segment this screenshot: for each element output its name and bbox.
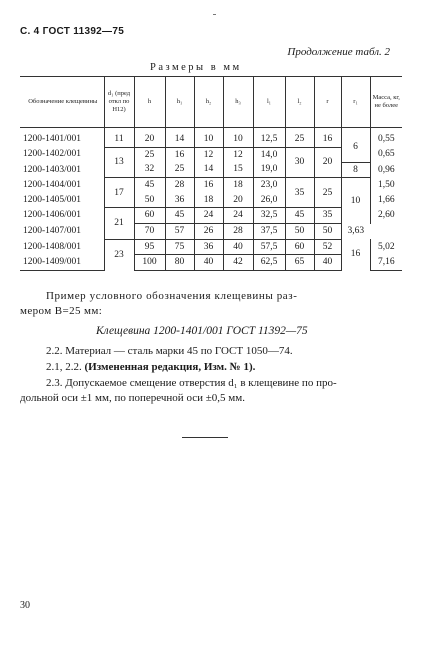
cell-l2: 50 xyxy=(285,224,314,240)
cell-h2: 10 xyxy=(194,128,223,148)
col-header-designation: Обозначение клещевины xyxy=(20,77,104,128)
paragraph-2-1-prefix: 2.1, 2.2. xyxy=(46,361,85,373)
cell-mass: 3,63 xyxy=(341,224,370,240)
cell-l1: 19,0 xyxy=(253,162,285,178)
cell-designation: 1200-1405/001 xyxy=(23,195,82,206)
cell-h1: 28 xyxy=(165,178,194,193)
cell-h3: 42 xyxy=(223,255,253,271)
cell-h1: 16 xyxy=(165,147,194,162)
cell-h2: 14 xyxy=(194,162,223,178)
cell-d1: 17 xyxy=(104,178,134,208)
col-header-mass: Масса, кг, не более xyxy=(370,77,402,128)
cell-l2: 25 xyxy=(285,128,314,148)
paragraph-2-3-line2: дольной оси ±1 мм, по поперечной оси ±0,5 мм. xyxy=(20,392,245,404)
cell-l1: 26,0 xyxy=(253,193,285,208)
paragraph-2-3-line1: 2.3. Допускаемое смещение отверстия d₁ в клещевине по про- xyxy=(46,377,337,389)
col-header-h: h xyxy=(134,77,165,128)
cell-h: 95 xyxy=(134,239,165,255)
cell-d1: 11 xyxy=(104,128,134,148)
cell-l2: 60 xyxy=(285,239,314,255)
page-header: С. 4 ГОСТ 11392—75 xyxy=(20,26,125,37)
cell-h2: 36 xyxy=(194,239,223,255)
table-row xyxy=(20,128,402,148)
cell-h1: 14 xyxy=(165,128,194,148)
cell-h3: 18 xyxy=(223,178,253,193)
example-intro-line1: Пример условного обозначения клещевины раз- xyxy=(46,290,298,302)
table-header-row xyxy=(20,77,402,128)
cell-h3: 10 xyxy=(223,128,253,148)
cell-l1: 32,5 xyxy=(253,208,285,224)
sizes-unit-label: Размеры в мм xyxy=(150,62,242,73)
cell-h3: 20 xyxy=(223,193,253,208)
cell-l2: 35 xyxy=(285,178,314,208)
cell-h1: 25 xyxy=(165,162,194,178)
cell-r: 16 xyxy=(314,128,341,148)
cell-d1: 23 xyxy=(104,239,134,270)
cell-mass: 1,50 xyxy=(370,178,402,193)
table-row xyxy=(20,239,402,255)
col-header-h3: h₃ xyxy=(223,77,253,128)
cell-r: 52 xyxy=(314,239,341,255)
cell-designation: 1200-1403/001 xyxy=(23,164,82,175)
cell-h1: 75 xyxy=(165,239,194,255)
table-row xyxy=(20,224,402,240)
col-header-h2: h₂ xyxy=(194,77,223,128)
cell-h: 50 xyxy=(134,193,165,208)
cell-h1: 80 xyxy=(165,255,194,271)
cell-h2: 18 xyxy=(194,193,223,208)
cell-h2: 16 xyxy=(194,178,223,193)
cell-mass: 0,65 xyxy=(370,147,402,162)
section-divider xyxy=(182,437,228,438)
cell-l1: 57,5 xyxy=(253,239,285,255)
cell-r: 25 xyxy=(314,178,341,208)
cell-h3: 12 xyxy=(223,147,253,162)
cell-h2: 40 xyxy=(194,255,223,271)
cell-mass: 0,96 xyxy=(370,162,402,178)
cell-h3: 28 xyxy=(223,224,253,240)
paragraph-2-2: 2.2. Материал — сталь марки 45 по ГОСТ 1050—74. xyxy=(46,345,293,357)
paragraph-2-1-note xyxy=(46,360,255,375)
example-intro-line2: мером B=25 мм: xyxy=(20,305,103,317)
cell-r: 35 xyxy=(314,208,341,224)
cell-h1: 36 xyxy=(165,193,194,208)
col-header-l1: l₁ xyxy=(253,77,285,128)
cell-r: 20 xyxy=(314,147,341,178)
cell-h: 45 xyxy=(134,178,165,193)
cell-h: 70 xyxy=(134,224,165,240)
cell-mass: 7,16 xyxy=(370,255,402,271)
table-continuation-label: Продолжение табл. 2 xyxy=(287,46,390,58)
cell-h1: 57 xyxy=(165,224,194,240)
cell-r: 40 xyxy=(314,255,341,271)
cell-designation: 1200-1404/001 xyxy=(23,180,82,191)
cell-mass: 5,02 xyxy=(370,239,402,255)
cell-l2: 30 xyxy=(285,147,314,178)
cell-h2: 24 xyxy=(194,208,223,224)
example-designation: Клещевина 1200-1401/001 ГОСТ 11392—75 xyxy=(96,325,308,337)
col-header-r: r xyxy=(314,77,341,128)
cell-h3: 24 xyxy=(223,208,253,224)
cell-d1: 13 xyxy=(104,147,134,178)
table-row xyxy=(20,162,402,178)
cell-designation: 1200-1406/001 xyxy=(23,210,82,221)
cell-h: 25 xyxy=(134,147,165,162)
col-header-l2: l₂ xyxy=(285,77,314,128)
col-header-d1: d₁ (пред откл по H12) xyxy=(104,77,134,128)
cell-designation: 1200-1408/001 xyxy=(23,241,82,252)
cell-designation: 1200-1402/001 xyxy=(23,149,82,160)
col-header-r1: r₁ xyxy=(341,77,370,128)
cell-mass: 1,66 xyxy=(370,193,402,208)
cell-r1: 6 xyxy=(341,128,370,163)
page-number: 30 xyxy=(20,600,30,611)
cell-r1: 10 xyxy=(341,178,370,224)
cell-mass: 2,60 xyxy=(370,208,402,224)
table-row xyxy=(20,178,402,193)
cell-h: 60 xyxy=(134,208,165,224)
scan-mark xyxy=(213,14,216,15)
cell-l1: 12,5 xyxy=(253,128,285,148)
cell-h1: 45 xyxy=(165,208,194,224)
cell-h: 20 xyxy=(134,128,165,148)
col-header-h1: h₁ xyxy=(165,77,194,128)
cell-designation: 1200-1407/001 xyxy=(23,226,82,237)
cell-h3: 15 xyxy=(223,162,253,178)
cell-r1: 8 xyxy=(341,162,370,178)
cell-l1: 23,0 xyxy=(253,178,285,193)
cell-l2: 65 xyxy=(285,255,314,271)
cell-r: 50 xyxy=(314,224,341,240)
cell-d1: 21 xyxy=(104,208,134,239)
cell-r1: 16 xyxy=(341,239,370,270)
cell-designation: 1200-1401/001 xyxy=(23,134,82,145)
cell-h2: 26 xyxy=(194,224,223,240)
cell-l1: 14,0 xyxy=(253,147,285,162)
cell-h2: 12 xyxy=(194,147,223,162)
cell-l1: 62,5 xyxy=(253,255,285,271)
paragraph-2-1-bold: (Измененная редакция, Изм. № 1). xyxy=(84,361,256,373)
cell-h3: 40 xyxy=(223,239,253,255)
cell-l1: 37,5 xyxy=(253,224,285,240)
cell-h: 32 xyxy=(134,162,165,178)
cell-l2: 45 xyxy=(285,208,314,224)
cell-designation: 1200-1409/001 xyxy=(20,255,104,271)
cell-h: 100 xyxy=(134,255,165,271)
dimensions-table xyxy=(20,76,402,271)
cell-mass: 0,55 xyxy=(370,128,402,148)
